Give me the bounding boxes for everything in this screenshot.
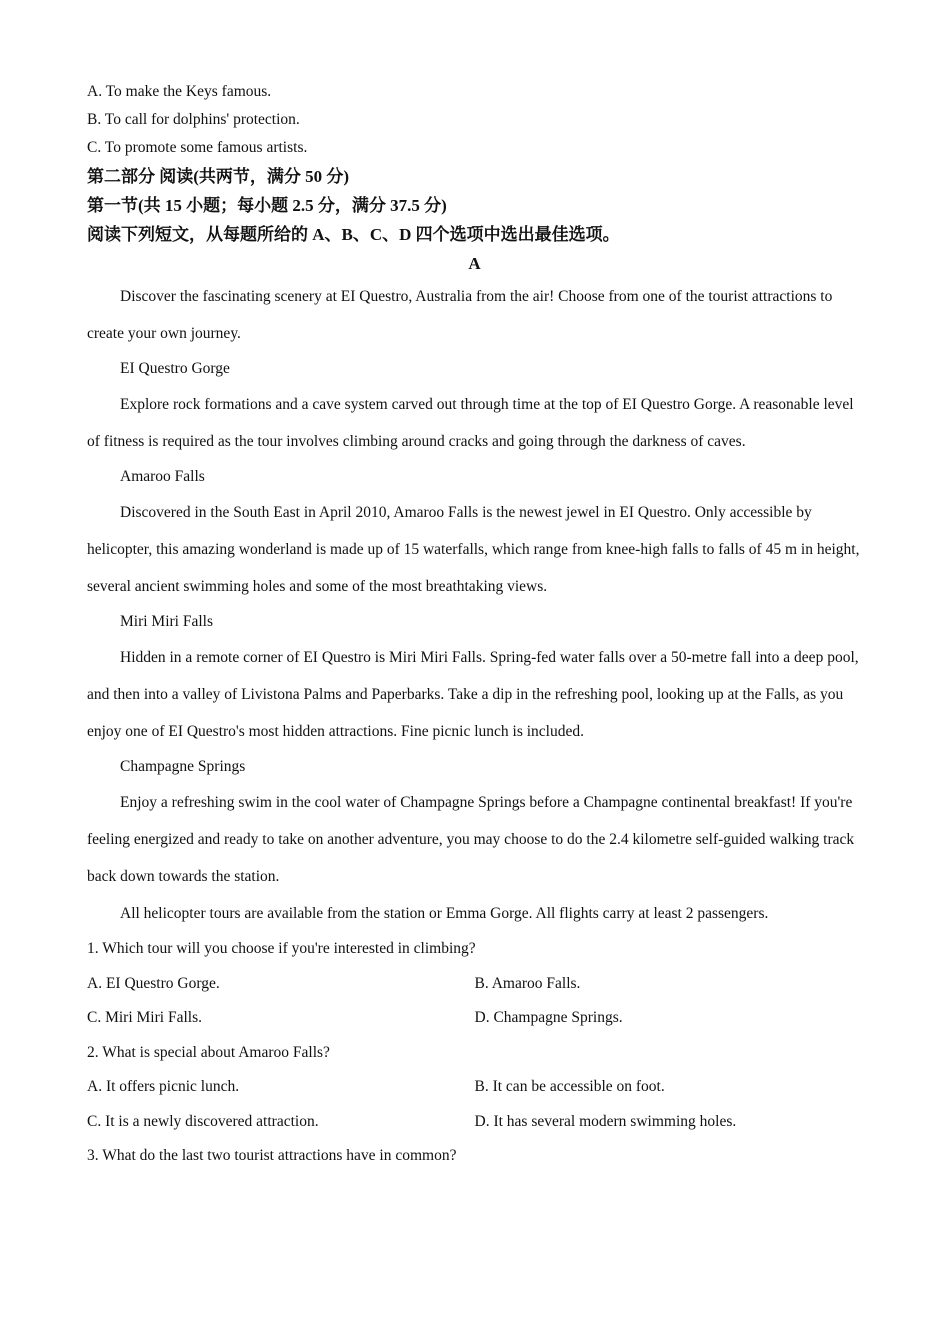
question-2-option-b: B. It can be accessible on foot. (474, 1078, 665, 1095)
attraction-heading-1: EI Questro Gorge (120, 360, 230, 377)
question-2-option-c: C. It is a newly discovered attraction. (87, 1112, 319, 1130)
question-1-options-row-2 (87, 1001, 862, 1036)
passage-intro: Discover the fascinating scenery at EI Questro, Australia from the air! Choose from one of the tourist attractions to create your own journey. (87, 288, 833, 342)
question-2-options-row-2 (87, 1105, 862, 1140)
question-1-option-c: C. Miri Miri Falls. (87, 1009, 202, 1026)
question-1-option-d: D. Champagne Springs. (474, 1009, 623, 1026)
attraction-heading-4: Champagne Springs (120, 758, 246, 775)
prev-option-b: B. To call for dolphins' protection. (87, 111, 300, 128)
question-1-options-row-1 (87, 967, 862, 1002)
attraction-text-3: Hidden in a remote corner of EI Questro is Miri Miri Falls. Spring-fed water falls over a 50-metre fall into a deep pool, and then into a valley of Livistona Palms and Paperbarks. Take a dip in the refreshing pool, looking up at the Falls, as you enjoy one of EI Questro's most hidden attractions. Fine picnic lunch is included. (87, 649, 859, 740)
instruction-text: 阅读下列短文，从每题所给的 A、B、C、D 四个选项中选出最佳选项。 (87, 225, 620, 244)
question-2-stem: 2. What is special about Amaroo Falls? (87, 1043, 330, 1061)
prev-option-c: C. To promote some famous artists. (87, 139, 308, 156)
question-1-option-b: B. Amaroo Falls. (474, 974, 581, 992)
question-2-options-row-1 (87, 1070, 862, 1105)
attraction-text-2: Discovered in the South East in April 2010, Amaroo Falls is the newest jewel in EI Questro. Only accessible by helicopter, this amazing wonderland is made up of 15 waterfalls, which range from knee-high falls to falls of 45 m in height, several ancient swimming holes and some of the most breathtaking views. (87, 504, 860, 595)
question-1-stem: 1. Which tour will you choose if you're interested in climbing? (87, 940, 476, 957)
prev-option-a: A. To make the Keys famous. (87, 83, 272, 100)
attraction-text-4: Enjoy a refreshing swim in the cool water of Champagne Springs before a Champagne continental breakfast! If you're feeling energized and ready to take on another adventure, you may choose to do the 2.4 kilometre self-guided walking track back down towards the station. (87, 794, 855, 885)
question-2-option-a: A. It offers picnic lunch. (87, 1078, 240, 1095)
section-part-heading: 第二部分 阅读(共两节，满分 50 分) (87, 167, 350, 186)
attraction-heading-2: Amaroo Falls (120, 468, 205, 485)
attraction-text-1: Explore rock formations and a cave system carved out through time at the top of EI Questro Gorge. A reasonable level of fitness is required as the tour involves climbing around cracks and going through the darkness of caves. (87, 396, 854, 450)
passage-label: A (468, 254, 481, 273)
document-page (87, 78, 862, 1174)
question-3-stem: 3. What do the last two tourist attractions have in common? (87, 1147, 457, 1164)
question-1-option-a: A. EI Questro Gorge. (87, 974, 220, 992)
passage-closing: All helicopter tours are available from the station or Emma Gorge. All flights carry at least 2 passengers. (120, 905, 769, 922)
question-2-option-d: D. It has several modern swimming holes. (474, 1112, 737, 1130)
subsection-heading: 第一节(共 15 小题；每小题 2.5 分，满分 37.5 分) (87, 196, 447, 215)
attraction-heading-3: Miri Miri Falls (120, 613, 214, 630)
